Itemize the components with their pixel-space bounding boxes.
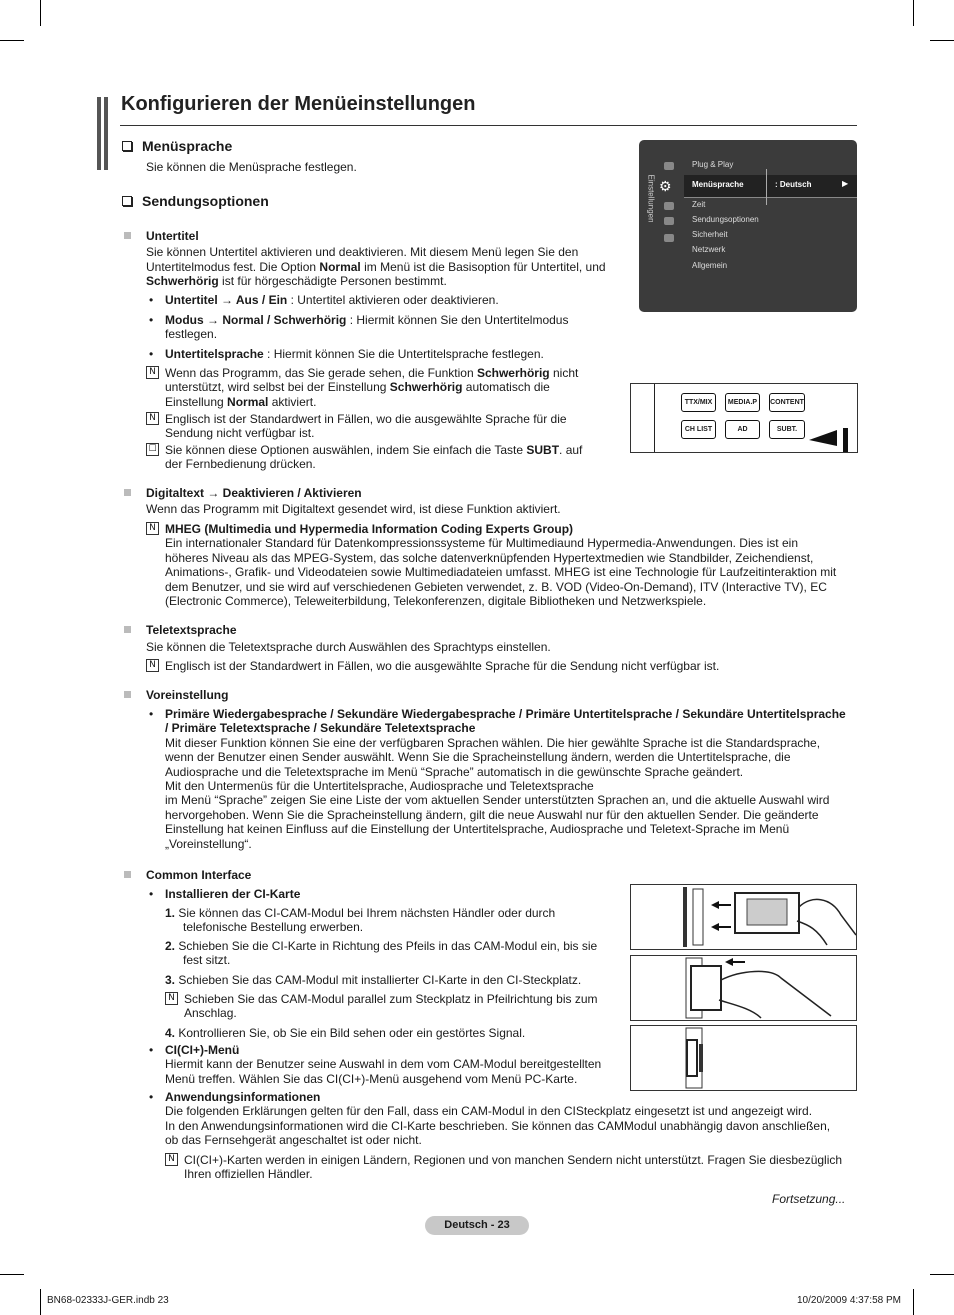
- step-text: 2. Schieben Sie die CI-Karte in Richtung des Pfeils in das CAM-Modul ein, bis sie: [165, 939, 598, 953]
- para: Die folgenden Erklärungen gelten für den Fall, dass ein CAM-Modul in den CISteckplatz eingesetzt ist und angezeigt wird.: [165, 1104, 813, 1118]
- ci-card-illustration-3: [630, 1025, 857, 1091]
- note-text: dem Benutzer, und sie wird auf verschiedenen Gebieten verwendet, z. B. VOD (Video-On-Demand), ITV (Interactive TV), EC: [165, 580, 827, 594]
- remote-button: CONTENT: [769, 393, 805, 412]
- bullet-text: Modus → Normal / Schwerhörig : Hiermit können Sie den Untertitelmodus: [165, 313, 569, 327]
- pointer-arrow-icon: [809, 424, 857, 452]
- para: ob das Fernsehgerät angeschaltet ist oder nicht.: [165, 1133, 422, 1147]
- setup-icon: [664, 217, 674, 225]
- para: Untertitelmodus fest. Die Option Normal im Menü ist die Basisoption für Untertitel, und: [146, 260, 606, 274]
- step-text: telefonische Bestellung erwerben.: [183, 920, 364, 934]
- note-text: Sendung nicht verfügbar ist.: [165, 426, 315, 440]
- note-text: Anschlag.: [184, 1006, 237, 1020]
- help-icon: [664, 234, 674, 242]
- note-icon: N: [165, 992, 178, 1005]
- remote-image: [630, 383, 858, 453]
- page-number-badge: Deutsch - 23: [425, 1216, 529, 1235]
- square-bullet-icon: [124, 489, 131, 496]
- crop-mark: [930, 1274, 954, 1275]
- step-text: 4. Kontrollieren Sie, ob Sie ein Bild sehen oder ein gestörtes Signal.: [165, 1026, 526, 1040]
- decor-bar: [97, 97, 101, 170]
- tv-menu-item: Menüsprache: [692, 180, 744, 189]
- para: Wenn das Programm mit Digitaltext gesendet wird, ist diese Funktion aktiviert.: [146, 502, 561, 516]
- bullet-text: festlegen.: [165, 327, 218, 341]
- bullet-text: Untertitel → Aus / Ein : Untertitel aktivieren oder deaktivieren.: [165, 293, 499, 307]
- page-title: Konfigurieren der Menüeinstellungen: [121, 93, 476, 115]
- note-text: der Fernbedienung drücken.: [165, 457, 316, 471]
- note-text: CI(CI+)-Karten werden in einigen Ländern, Regionen und von manchen Sendern nicht unterstützt. Fragen Sie diesbezüglich: [184, 1153, 843, 1167]
- heading-sendungsoptionen: Sendungsoptionen: [122, 193, 269, 209]
- para: Audiosprache und die Teletextsprache im Menü “Sprache” automatisch in die gewünschte Sprache geändert.: [165, 765, 744, 779]
- remote-button: TTX/MIX: [681, 393, 716, 412]
- para: In den Anwendungsinformationen wird die CI-Karte beschrieben. Sie können das CAMModul unabhängig davon anschließen,: [165, 1119, 831, 1133]
- note-text: Ihren offiziellen Händler.: [184, 1167, 313, 1181]
- note-text: Englisch ist der Standardwert in Fällen, wo die ausgewählte Sprache für die Sendung nicht verfügbar ist.: [165, 659, 720, 673]
- heading-untertitel: Untertitel: [146, 229, 199, 243]
- para: im Menü “Sprache” zeigen Sie eine Liste der vom aktuellen Sender unterstützten Sprachen an, und die aktuelle Auswahl wird: [165, 793, 830, 807]
- para: Menü treffen. Wählen Sie das CI(CI+)-Menü ausgehend vom Menü PC-Karte.: [165, 1072, 578, 1086]
- title-rule: [120, 125, 857, 126]
- crop-mark: [913, 1289, 914, 1315]
- tv-menu-item: Sicherheit: [692, 230, 728, 239]
- para: Einstellung hat keinen Einfluss auf die Einstellung der Untertitelsprache, Audiosprache und Teletext-Sprache im Menü: [165, 822, 790, 836]
- bullet-icon: •: [149, 293, 154, 307]
- note-text: Einstellung Normal aktiviert.: [165, 395, 317, 409]
- bullet-icon: •: [149, 1090, 154, 1104]
- para: hervorgehoben. Wenn Sie die Spracheinstellung ändern, gilt die neue Auswahl nur für den aktuellen Sender. Die geänderte: [165, 808, 819, 822]
- note-text: Ein internationaler Standard für Datenkompressionssysteme für Multimediaund Hypermedia-Anwendungen. Dies ist ein: [165, 536, 798, 550]
- tv-menu-side-label: Einstellungen: [646, 174, 656, 223]
- heading-teletext: Teletextsprache: [146, 623, 237, 637]
- para: Sie können die Teletextsprache durch Auswählen des Sprachtyps einstellen.: [146, 640, 551, 654]
- step-text: 3. Schieben Sie das CAM-Modul mit installierter CI-Karte in den CI-Steckplatz.: [165, 973, 582, 987]
- para: Mit dieser Funktion können Sie eine der verfügbaren Sprachen wählen. Die hier gewählte Sprache ist die Standardsprache,: [165, 736, 821, 750]
- note-text: Animations-, Grafik- und Videodateien sowie Multimediadateien umfasst. MHEG ist eine Technologie für Laufzeitinteraktion mit: [165, 565, 837, 579]
- footer-file: BN68-02333J-GER.indb 23: [47, 1295, 169, 1306]
- crop-mark: [40, 0, 41, 26]
- note-icon: N: [146, 659, 159, 672]
- remote-button: MEDIA.P: [725, 393, 760, 412]
- remote-button: CH LIST: [681, 420, 716, 439]
- channel-icon: [664, 202, 674, 210]
- square-bullet-icon: [124, 871, 131, 878]
- crop-mark: [930, 40, 954, 41]
- para: wenn der Benutzer einen Sender auswählt. Wenn Sie die Spracheinstellung ändern, werden die Untertitelsprache, die: [165, 750, 791, 764]
- tv-menu-item: Zeit: [692, 200, 706, 209]
- note-icon: N: [146, 366, 159, 379]
- bullet-icon: •: [149, 313, 154, 327]
- heading-common-interface: Common Interface: [146, 868, 252, 882]
- tv-menu-value: : Deutsch: [775, 180, 812, 189]
- note-icon: N: [165, 1153, 178, 1166]
- bullet-icon: •: [149, 1043, 154, 1057]
- plug-icon: [664, 162, 674, 170]
- bullet-icon: •: [149, 707, 154, 721]
- heading-menusprache: Menüsprache: [122, 138, 232, 154]
- note-text: (Electronic Commerce), Teleweiterbildung, Telekonferenzen, digitale Bibliotheken und Netzwerkspiele.: [165, 594, 707, 608]
- checkbox-icon: [122, 141, 132, 151]
- note-heading: MHEG (Multimedia und Hypermedia Information Coding Experts Group): [165, 522, 574, 536]
- crop-mark: [0, 1274, 24, 1275]
- bullet-text: CI(CI+)-Menü: [165, 1043, 240, 1057]
- decor-bar: [104, 97, 108, 170]
- ci-card-illustration-2: [630, 955, 857, 1021]
- footer-date: 10/20/2009 4:37:58 PM: [797, 1295, 901, 1306]
- arrow-right-icon: ▶: [842, 179, 849, 188]
- step-text: 1. Sie können das CI-CAM-Modul bei Ihrem nächsten Händler oder durch: [165, 906, 556, 920]
- crop-mark: [0, 40, 24, 41]
- menusprache-desc: Sie können die Menüsprache festlegen.: [146, 160, 357, 174]
- note-text: Schieben Sie das CAM-Modul parallel zum Steckplatz in Pfeilrichtung bis zum: [184, 992, 598, 1006]
- para: Sie können Untertitel aktivieren und deaktivieren. Mit diesem Menü legen Sie den: [146, 245, 579, 259]
- para: Schwerhörig ist für hörgeschädigte Personen bestimmt.: [146, 274, 447, 288]
- note-text: höheres Niveau als das MPEG-System, das solche datenverknüpfenden Hypertextmedien wie Standbilder, Zeichendienst,: [165, 551, 814, 565]
- note-text: Sie können diese Optionen auswählen, indem Sie einfach die Taste SUBT. auf: [165, 443, 583, 457]
- bullet-text: / Primäre Teletextsprache / Sekundäre Teletextsprache: [165, 721, 476, 735]
- tv-menu-item: Allgemein: [692, 261, 728, 270]
- bullet-icon: •: [149, 887, 154, 901]
- para: Mit den Untermenüs für die Untertitelsprache, Audiosprache und Teletextsprache: [165, 779, 594, 793]
- note-icon: N: [146, 522, 159, 535]
- continuation-label: Fortsetzung...: [772, 1192, 846, 1206]
- para: Hiermit kann der Benutzer seine Auswahl in dem vom CAM-Modul bereitgestellten: [165, 1057, 602, 1071]
- remote-button: AD: [725, 420, 760, 439]
- square-bullet-icon: [124, 232, 131, 239]
- para: „Voreinstellung“.: [165, 837, 252, 851]
- tv-menu-item: Netzwerk: [692, 245, 726, 254]
- bullet-text: Untertitelsprache : Hiermit können Sie die Untertitelsprache festlegen.: [165, 347, 544, 361]
- crop-mark: [913, 0, 914, 26]
- bullet-text: Primäre Wiedergabesprache / Sekundäre Wiedergabesprache / Primäre Untertitelsprache / Sekundäre Untertitelsprache: [165, 707, 846, 721]
- tv-menu-item: Plug & Play: [692, 160, 734, 169]
- bullet-text: Anwendungsinformationen: [165, 1090, 321, 1104]
- note-text: unterstützt, wird selbst bei der Einstellung Schwerhörig automatisch die: [165, 380, 550, 394]
- bullet-text: Installieren der CI-Karte: [165, 887, 301, 901]
- ci-card-illustration-1: [630, 884, 857, 950]
- tv-menu-image: [639, 140, 857, 312]
- gear-icon: ⚙: [659, 178, 672, 194]
- step-text: fest sitzt.: [183, 953, 231, 967]
- remote-button: SUBT.: [769, 420, 805, 439]
- note-text: Wenn das Programm, das Sie gerade sehen, die Funktion Schwerhörig nicht: [165, 366, 579, 380]
- checkbox-icon: [122, 196, 132, 206]
- heading-digitaltext: Digitaltext → Deaktivieren / Aktivieren: [146, 486, 362, 500]
- heading-voreinstellung: Voreinstellung: [146, 688, 229, 702]
- note-icon: N: [146, 412, 159, 425]
- remote-note-icon: ☐: [146, 443, 159, 456]
- square-bullet-icon: [124, 626, 131, 633]
- bullet-icon: •: [149, 347, 154, 361]
- tv-menu-item: Sendungsoptionen: [692, 215, 759, 224]
- crop-mark: [40, 1289, 41, 1315]
- square-bullet-icon: [124, 691, 131, 698]
- note-text: Englisch ist der Standardwert in Fällen, wo die ausgewählte Sprache für die: [165, 412, 567, 426]
